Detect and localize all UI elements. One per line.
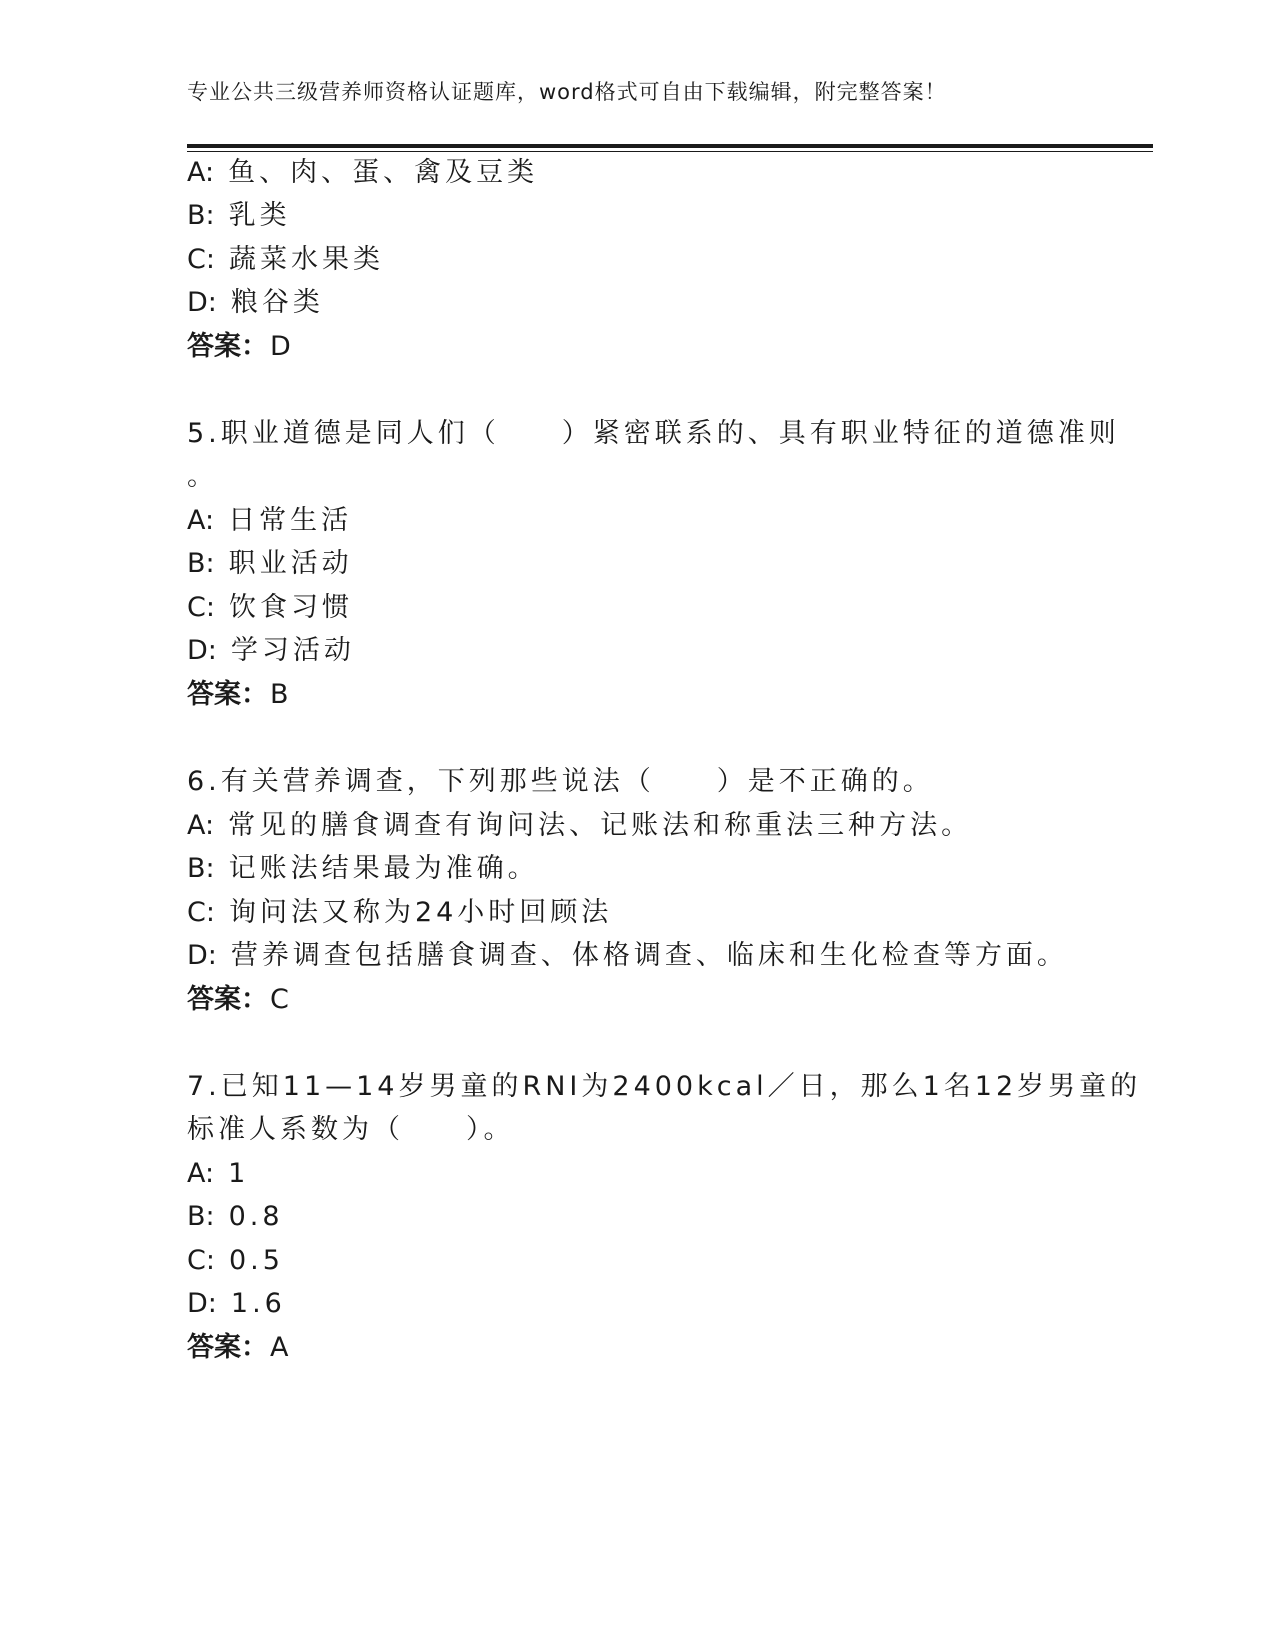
q7-option-c: C: 0.5 [187, 1245, 284, 1276]
q6-answer: 答案：C [187, 984, 289, 1015]
q4-option-d: D: 粮谷类 [187, 287, 324, 318]
q5-stem-line2: 。 [187, 461, 218, 492]
q6-option-a: A: 常见的膳食调查有询问法、记账法和称重法三种方法。 [187, 810, 973, 841]
q4-option-b: B: 乳类 [187, 200, 291, 231]
q5-option-a: A: 日常生活 [187, 505, 353, 536]
q4-option-c: C: 蔬菜水果类 [187, 244, 384, 275]
q6-stem-line1: 6.有关营养调查，下列那些说法（ ）是不正确的。 [187, 766, 934, 797]
header-rule-thin [187, 151, 1153, 152]
q7-answer: 答案：A [187, 1332, 289, 1363]
q5-option-d: D: 学习活动 [187, 635, 355, 666]
q7-stem-line1: 7.已知11—14岁男童的RNI为2400kcal／日，那么1名12岁男童的 [187, 1071, 1142, 1102]
q4-option-a: A: 鱼、肉、蛋、禽及豆类 [187, 157, 539, 188]
q5-answer: 答案：B [187, 679, 289, 710]
q6-option-c: C: 询问法又称为24小时回顾法 [187, 897, 613, 928]
q7-option-a: A: 1 [187, 1158, 250, 1189]
q6-option-d: D: 营养调查包括膳食调查、体格调查、临床和生化检查等方面。 [187, 940, 1068, 971]
q4-answer: 答案：D [187, 331, 291, 362]
q7-stem-line2: 标准人系数为（ ）。 [187, 1114, 515, 1145]
q7-option-d: D: 1.6 [187, 1288, 286, 1319]
q6-option-b: B: 记账法结果最为准确。 [187, 853, 539, 884]
q5-stem-line1: 5.职业道德是同人们（ ）紧密联系的、具有职业特征的道德准则 [187, 418, 1120, 449]
q5-option-b: B: 职业活动 [187, 548, 353, 579]
q7-option-b: B: 0.8 [187, 1201, 284, 1232]
document-header: 专业公共三级营养师资格认证题库，word格式可自由下载编辑，附完整答案！ [187, 80, 947, 104]
header-rule-thick [187, 144, 1153, 148]
q5-option-c: C: 饮食习惯 [187, 592, 353, 623]
